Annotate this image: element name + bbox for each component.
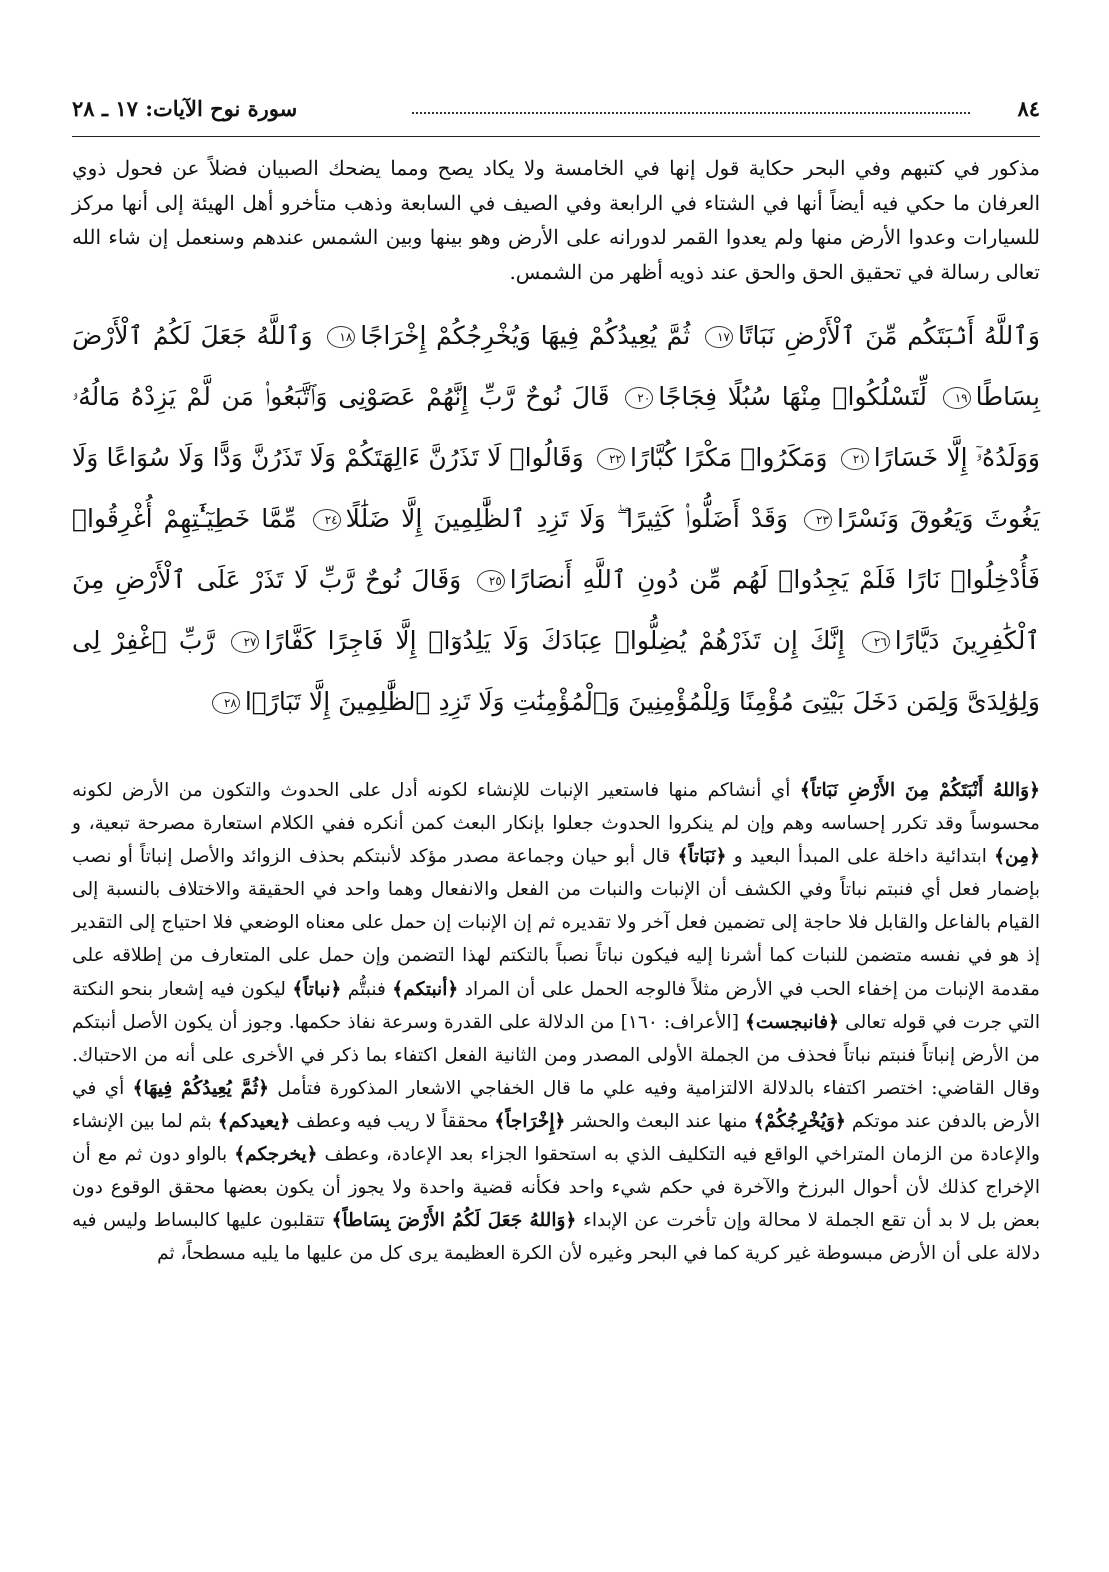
commentary-text: أي أنشاكم منها فاستعير الإنبات للإنشاء لكونه أدل على الحدوث والتكون من الأرض لكونه محسوساً وقد تكرر إحساسه وهم وإن لم ينكروا الحدوث جعلوا بإنكار البعث كمن أنكره ففي الكلام استعارة مصرحة تبعية، و <box>72 780 1040 835</box>
page <box>72 92 1040 1270</box>
verse-text: مِّمَّا خَطِيٓـَٰٔتِهِمْ أُغْرِقُوا۟ فَأُدْخِلُوا۟ نَارًا فَلَمْ يَجِدُوا۟ لَهُم مِّن دُونِ ٱللَّهِ أَنصَارًا <box>72 504 1041 594</box>
verse-number-marker: ٢٨ <box>212 692 240 714</box>
verse-number-marker: ٢٥ <box>477 570 505 592</box>
commentary-text: ابتدائية داخلة على المبدأ البعيد و <box>726 846 995 868</box>
commentary-text: قال أبو حيان وجماعة مصدر مؤكد لأنبتكم بحذف الزوائد والأصل إنباتاً أو نصب بإضمار فعل أي فنبتم نباتاً وفي الكشف أن الإنبات والنبات من الفعل والانفعال وهما واحد في الحقيقة والاختلاف بالنسبة إلى القيام بالفاعل والقابل فلا حاجة إلى تضمين فعل آخر ولا تقديره ثم إن الإنبات إن حمل على معناه الوضعي فلا احتياج إلى التقدير إذ هو في نفسه متضمن للنبات كما أشرنا إليه فيكون نباتاً نصباً بالتكتم لهذا التضمن وإن حمل على المتعارف من إطلاقه على مقدمة الإنبات من إخفاء الحب في الأرض مثلاً فالوجه الحمل على أن المراد <box>72 846 1040 1000</box>
quran-quote: ﴿نَبَاتاً﴾ <box>677 846 727 868</box>
commentary-text: بالواو دون ثم مع أن الإخراج كذلك لأن أحوال البرزخ والآخرة في حكم شيء واحد فكأنه قضية واحدة ولا يجوز أن يكون بعضها محقق الوقوع دون بعض بل لا بد أن تقع الجملة لا محالة وإن تأخرت عن الإبداء <box>72 1144 1041 1232</box>
verse-number-marker: ٢٢ <box>597 448 625 470</box>
quran-verses-block <box>72 305 1040 732</box>
quran-quote: ﴿وَاللهُ أَنْبَتَكُمْ مِنَ الأَرْضِ نَبَاتاً﴾ <box>799 780 1040 801</box>
commentary-text: ليكون فيه إشعار بنحو النكتة التي جرت في قوله تعالى <box>72 978 1040 1033</box>
page-number: ٨٤ <box>1017 96 1040 121</box>
surah-title: سورة نوح الآيات: ١٧ ـ ٢٨ <box>72 96 298 121</box>
verse-text: وَقَالُوا۟ لَا تَذَرُنَّ ءَالِهَتَكُمْ وَلَا تَذَرُنَّ وَدًّا وَلَا سُوَاعًا وَلَا يَغُوثَ وَيَعُوقَ وَنَسْرًا <box>72 443 1040 533</box>
verse-number-marker: ١٨ <box>327 326 355 348</box>
commentary-text: تتقلبون عليها كالبساط وليس فيه دلالة على أن الأرض مبسوطة غير كرية كما في البحر وغيره لأن الكرة العظيمة يرى كل من عليها ما يليه مسطحاً، ثم <box>72 1210 1040 1265</box>
quran-quote: ﴿يعيدكم﴾ <box>217 1110 291 1132</box>
verse-number-marker: ٢٤ <box>313 509 341 531</box>
commentary-text: فنبتُّم <box>341 978 393 1000</box>
tafsir-body <box>72 774 1040 1270</box>
verse-number-marker: ٢٦ <box>862 631 890 653</box>
page-header <box>72 92 1040 137</box>
verse-number-marker: ٢٣ <box>804 509 832 531</box>
verse-text: لِّتَسْلُكُوا۟ مِنْهَا سُبُلًا فِجَاجًا <box>658 382 927 411</box>
quran-quote: ﴿مِن﴾ <box>994 846 1040 868</box>
verse-text: وَقَالَ نُوحٌ رَّبِّ لَا تَذَرْ عَلَى ٱلْأَرْضِ مِنَ ٱلْكَٰفِرِينَ دَيَّارًا <box>72 565 1040 655</box>
verse-text: وَٱللَّهُ أَنۢبَتَكُم مِّنَ ٱلْأَرْضِ نَبَاتًا <box>737 321 1040 350</box>
verse-text: وَمَكَرُوا۟ مَكْرًا كُبَّارًا <box>629 443 828 472</box>
header-dot-leader <box>412 112 970 114</box>
verse-text: ثُمَّ يُعِيدُكُمْ فِيهَا وَيُخْرِجُكُمْ إِخْرَاجًا <box>360 321 691 350</box>
commentary-text: منها عند البعث والحشر <box>565 1110 754 1132</box>
quran-quote: ﴿يخرجكم﴾ <box>234 1144 318 1166</box>
verse-number-marker: ٢٠ <box>625 387 653 409</box>
quran-quote: ﴿ثُمَّ يُعِيدُكُمْ فِيهَا﴾ <box>132 1077 270 1099</box>
verse-text: وَقَدْ أَضَلُّوا۟ كَثِيرًا ۖ وَلَا تَزِدِ ٱلظَّٰلِمِينَ إِلَّا ضَلَٰلًا <box>345 504 788 533</box>
quran-quote: ﴿وَاللهُ جَعَلَ لَكُمُ الأَرْضَ بِسَاطاً﴾ <box>331 1210 577 1232</box>
verse-number-marker: ٢١ <box>841 448 869 470</box>
tafsir-paragraph <box>72 774 1040 1270</box>
commentary-text: بثم لما بين الإنشاء والإعادة من الزمان المتراخي الواقع فيه التكليف الذي به استحقوا الجزاء بعد الإعادة، وعطف <box>72 1110 1041 1166</box>
verse-number-marker: ١٩ <box>943 387 971 409</box>
commentary-text: أي في الأرض بالدفن عند موتكم <box>72 1077 1041 1132</box>
verse-text: رَّبِّ ٱغْفِرْ لِى وَلِوَٰلِدَىَّ وَلِمَن دَخَلَ بَيْتِىَ مُؤْمِنًا وَلِلْمُؤْمِنِينَ وَٱلْمُؤْمِنَٰتِ وَلَا تَزِدِ ٱلظَّٰلِمِينَ إِلَّا تَبَارًۢا <box>72 626 1040 716</box>
quran-quote: ﴿فانبجست﴾ <box>745 1011 840 1033</box>
quran-quote: ﴿نباتاً﴾ <box>292 978 342 1000</box>
commentary-text: [الأعراف: ١٦٠] من الدلالة على القدرة وسرعة نفاذ حكمها. وجوز أن يكون الأصل أنبتكم من الأرض إنباتاً فنبتم نباتاً فحذف من الجملة الأولى المصدر ومن الثانية الفعل اكتفاء بما ذكر في الأخرى على أنه من الاحتباك. وقال القاضي: اختصر اكتفاء بالدلالة الالتزامية وفيه علي ما قال الخفاجي الاشعار المذكورة فتأمل <box>72 1011 1040 1099</box>
intro-paragraph: مذكور في كتبهم وفي البحر حكاية قول إنها في الخامسة ولا يكاد يصح ومما يضحك الصبيان فضلاً عن فحول ذوي العرفان ما حكي فيه أيضاً أنها في الشتاء في الرابعة وفي الصيف في السابعة وذهب متأخرو أهل الهيئة إلى أنها مركز للسيارات وعدوا الأرض منها ولم يعدوا القمر لدورانه على الأرض وهو بينها وبين الشمس عندهم وسنعمل إن شاء الله تعالى رسالة في تحقيق الحق والحق عند ذويه أظهر من الشمس. <box>72 156 1040 284</box>
quran-quote: ﴿وَيُخْرِجُكُمْ﴾ <box>753 1110 846 1132</box>
verse-number-marker: ٢٧ <box>231 631 259 653</box>
verse-text: وَٱللَّهُ جَعَلَ لَكُمُ ٱلْأَرْضَ بِسَاطًا <box>72 321 1041 411</box>
commentary-text: محققاً لا ريب فيه وعطف <box>290 1110 495 1132</box>
quran-quote: ﴿أنبتكم﴾ <box>392 978 459 1000</box>
quran-quote: ﴿إِخْرَاجاً﴾ <box>494 1110 566 1132</box>
verse-text: إِنَّكَ إِن تَذَرْهُمْ يُضِلُّوا۟ عِبَادَكَ وَلَا يَلِدُوٓا۟ إِلَّا فَاجِرًا كَفَّارًا <box>264 626 845 655</box>
verse-text: قَالَ نُوحٌ رَّبِّ إِنَّهُمْ عَصَوْنِى وَٱتَّبَعُوا۟ مَن لَّمْ يَزِدْهُ مَالُهُۥ وَوَلَدُهُۥٓ إِلَّا خَسَارًا <box>72 382 1041 472</box>
verse-number-marker: ١٧ <box>705 326 733 348</box>
